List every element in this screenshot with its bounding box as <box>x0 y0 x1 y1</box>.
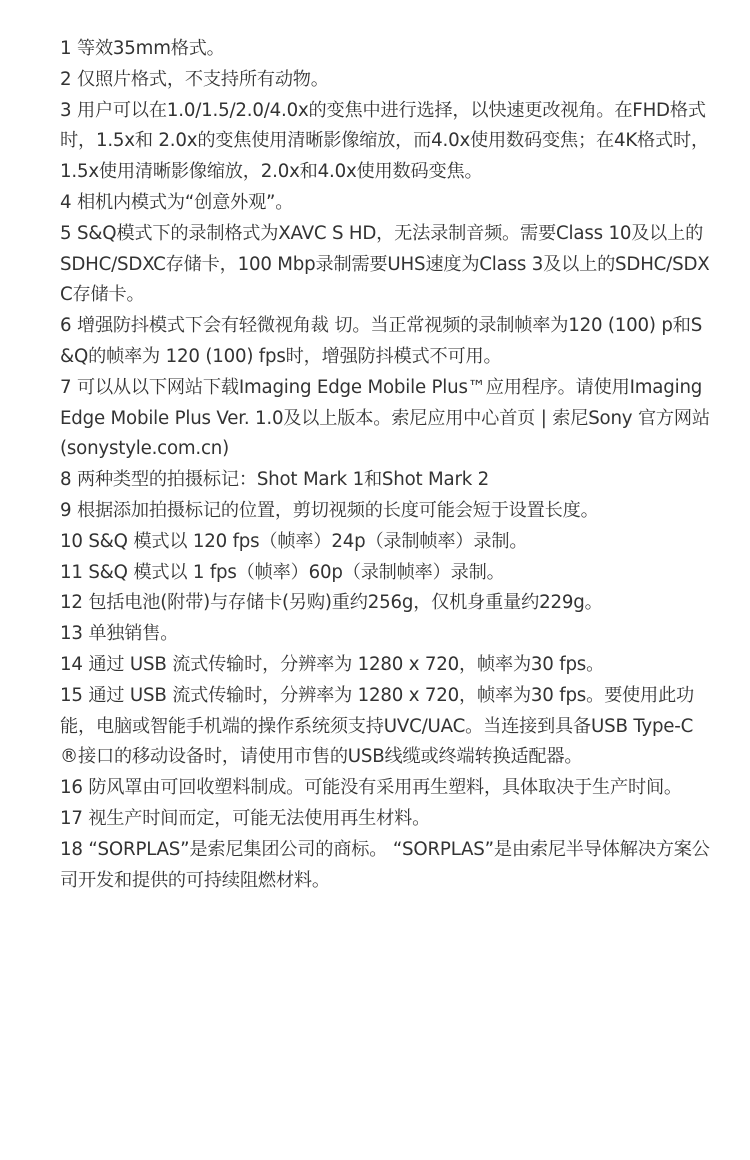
footnote-6: 6 增强防抖模式下会有轻微视角裁 切。当正常视频的录制帧率为120 (100) p和S&Q的帧率为 120 (100) fps时，增强防抖模式不可用。 <box>60 315 703 367</box>
footnote-list <box>60 34 710 896</box>
footnote-3: 3 用户可以在1.0/1.5/2.0/4.0x的变焦中进行选择，以快速更改视角。在FHD格式时，1.5x和 2.0x的变焦使用清晰影像缩放，而4.0x使用数码变焦；在4K格式时，1.5x使用清晰影像缩放，2.0x和4.0x使用数码变焦。 <box>60 99 709 183</box>
footnote-9: 9 根据添加拍摄标记的位置，剪切视频的长度可能会短于设置长度。 <box>60 499 599 521</box>
footnote-5: 5 S&Q模式下的录制格式为XAVC S HD，无法录制音频。需要Class 10及以上的SDHC/SDXC存储卡，100 Mbp录制需要UHS速度为Class 3及以上的SDHC/SDXC存储卡。 <box>60 222 710 306</box>
footnote-8: 8 两种类型的拍摄标记：Shot Mark 1和Shot Mark 2 <box>60 469 490 491</box>
footnote-11: 11 S&Q 模式以 1 fps（帧率）60p（录制帧率）录制。 <box>60 561 505 583</box>
footnote-10: 10 S&Q 模式以 120 fps（帧率）24p（录制帧率）录制。 <box>60 530 528 552</box>
footnote-4: 4 相机内模式为“创意外观”。 <box>60 191 294 213</box>
footnote-17: 17 视生产时间而定，可能无法使用再生材料。 <box>60 807 431 829</box>
footnote-18: 18 “SORPLAS”是索尼集团公司的商标。 “SORPLAS”是由索尼半导体解决方案公司开发和提供的可持续阻燃材料。 <box>60 838 710 891</box>
footnote-14: 14 通过 USB 流式传输时，分辨率为 1280 x 720，帧率为30 fps。 <box>60 653 605 675</box>
footnote-2: 2 仅照片格式，不支持所有动物。 <box>60 68 329 90</box>
footnote-7: 7 可以从以下网站下载Imaging Edge Mobile Plus™应用程序。请使用Imaging Edge Mobile Plus Ver. 1.0及以上版本。索尼应用中心首页 | 索尼Sony 官方网站 (sonystyle.com.cn) <box>60 376 710 460</box>
footnote-12: 12 包括电池(附带)与存储卡(另购)重约256g，仅机身重量约229g。 <box>60 592 603 614</box>
footnote-1: 1 等效35mm格式。 <box>60 38 225 59</box>
footnote-15: 15 通过 USB 流式传输时，分辨率为 1280 x 720，帧率为30 fps。要使用此功能，电脑或智能手机端的操作系统须支持UVC/UAC。当连接到具备USB Type-C®接口的移动设备时，请使用市售的USB线缆或终端转换适配器。 <box>60 684 695 768</box>
footnote-16: 16 防风罩由可回收塑料制成。可能没有采用再生塑料，具体取决于生产时间。 <box>60 777 682 799</box>
footnote-13: 13 单独销售。 <box>60 623 179 645</box>
